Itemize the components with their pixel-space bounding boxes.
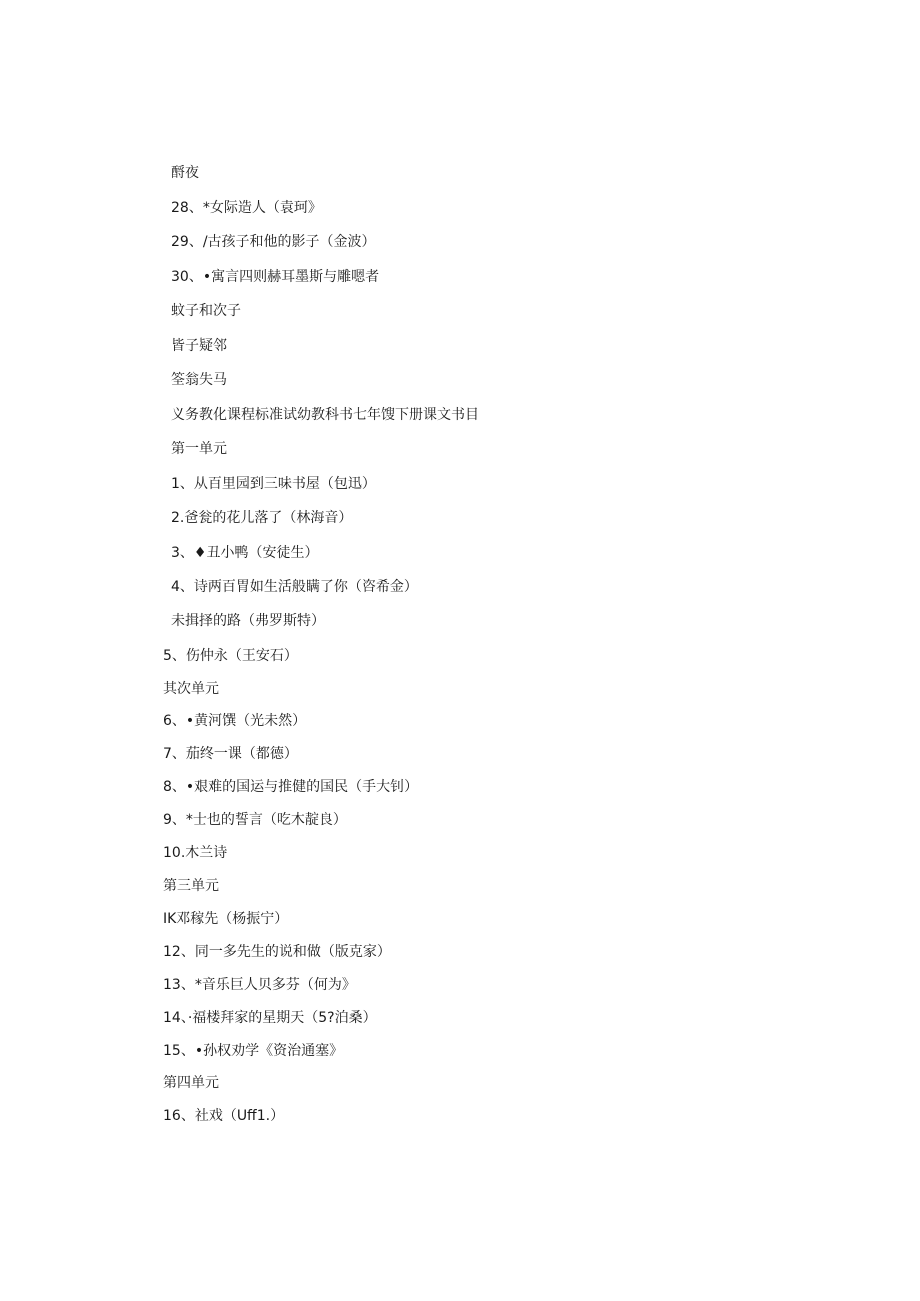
text-line: 5、伤仲永（王安石）: [163, 648, 298, 664]
text-line: 3、♦丑小鸭（安徒生）: [171, 545, 319, 561]
text-line: 29、/古孩子和他的影子（金波）: [171, 234, 376, 250]
text-line: 4、诗两百胃如生活般瞒了你（咨希金）: [171, 579, 418, 595]
text-line: 皆子疑邻: [171, 338, 227, 354]
document-title: 义务教化课程标准试幼教科书七年馊下册课文书目: [171, 407, 479, 423]
text-line: 蚊子和次子: [171, 303, 241, 319]
text-line: 15、•孙权劝学《资治通塞》: [163, 1043, 344, 1059]
text-line: 14、·福楼拜家的星期天（5?泊桑）: [163, 1010, 377, 1026]
text-line: 12、同一多先生的说和做（版克家）: [163, 944, 391, 960]
text-line: 6、•黄河馔（光未然）: [163, 713, 307, 729]
text-line: 1、从百里园到三味书屋（包迅）: [171, 476, 376, 492]
unit-heading: 第一单元: [171, 441, 227, 457]
text-line: 酹夜: [171, 165, 199, 181]
text-line: 30、•寓言四则赫耳墨斯与雕嗯者: [171, 269, 380, 285]
text-line: 16、社戏（Uff1.）: [163, 1108, 285, 1124]
unit-heading: 第四单元: [163, 1075, 219, 1091]
text-line: 2.爸瓮的花儿落了（林海音）: [171, 510, 353, 526]
text-line: 未揖择的路（弗罗斯特）: [171, 613, 325, 629]
text-line: IK邓稼先（杨振宁）: [163, 911, 289, 927]
text-line: 10.木兰诗: [163, 845, 228, 861]
unit-heading: 第三单元: [163, 878, 219, 894]
text-line: 7、茄终一课（都德）: [163, 746, 298, 762]
text-line: 28、*女际造人（袁珂》: [171, 200, 322, 216]
text-line: 筌翁失马: [171, 372, 227, 388]
text-line: 9、*士也的誓言（吃木靛良）: [163, 812, 347, 828]
text-line: 8、•艰难的国运与推健的国民（手大钊）: [163, 779, 419, 795]
text-line: 13、*音乐巨人贝多芬（何为》: [163, 977, 356, 993]
unit-heading: 其次单元: [163, 681, 219, 697]
